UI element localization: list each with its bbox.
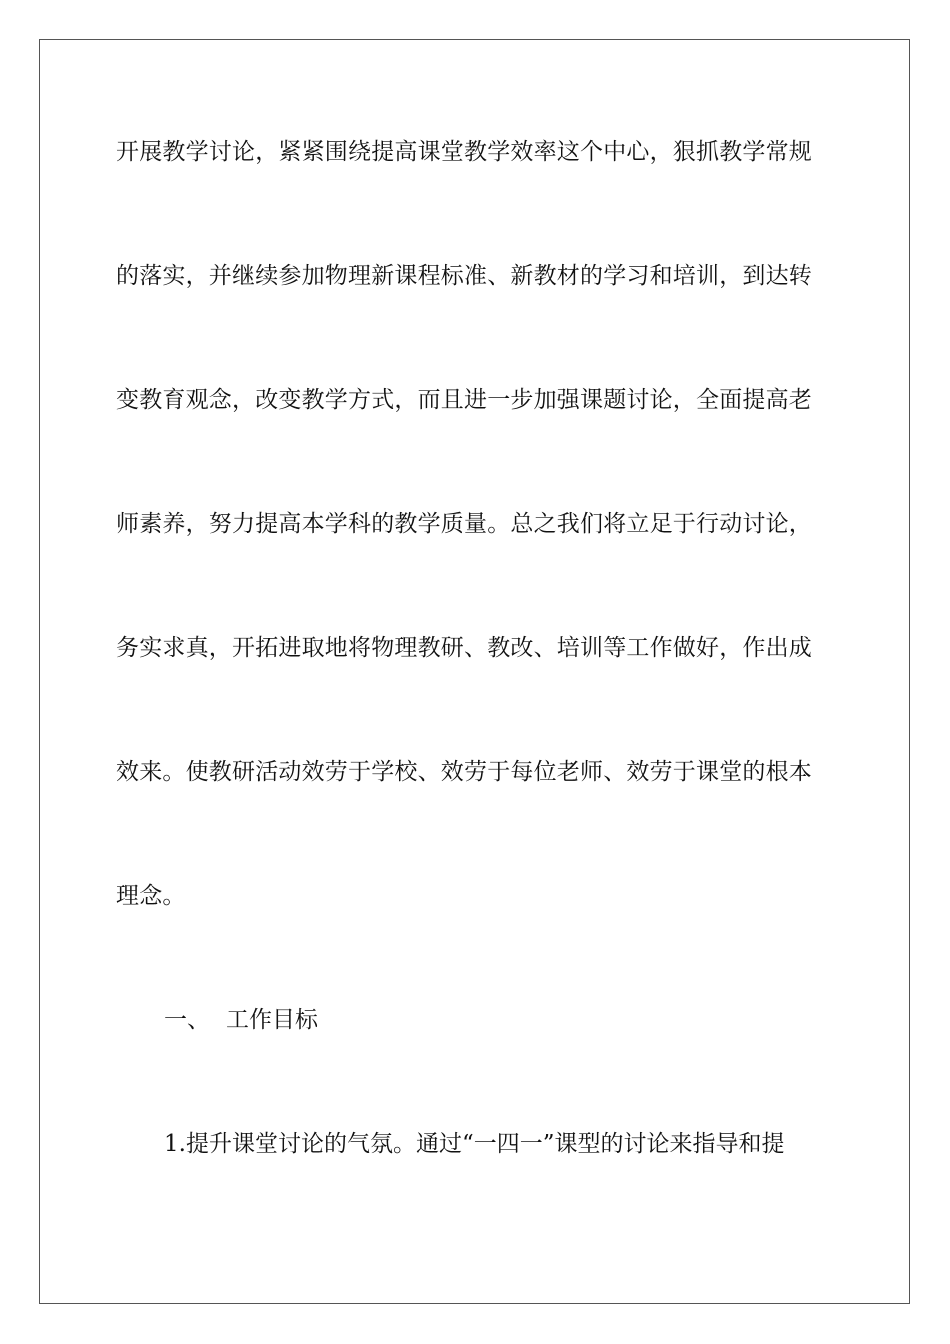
paragraph-line-5: 务实求真，开拓进取地将物理教研、教改、培训等工作做好，作出成 (116, 635, 812, 661)
paragraph-line-6: 效来。使教研活动效劳于学校、效劳于每位老师、效劳于课堂的根本 (116, 759, 812, 785)
paragraph-line-2: 的落实，并继续参加物理新课程标准、新教材的学习和培训，到达转 (116, 263, 812, 289)
section-title: 工作目标 (226, 1007, 318, 1033)
section-heading (164, 1005, 318, 1035)
section-number: 一、 (164, 1007, 210, 1033)
list-item-1: 1.提升课堂讨论的气氛。通过“一四一”课型的讨论来指导和提 (164, 1131, 785, 1157)
paragraph-line-3: 变教育观念，改变教学方式，而且进一步加强课题讨论，全面提高老 (116, 387, 812, 413)
page-border (39, 39, 910, 1304)
paragraph-line-1: 开展教学讨论，紧紧围绕提高课堂教学效率这个中心，狠抓教学常规 (116, 139, 812, 165)
paragraph-line-4: 师素养，努力提高本学科的教学质量。总之我们将立足于行动讨论， (116, 511, 812, 537)
paragraph-line-7: 理念。 (116, 883, 186, 909)
